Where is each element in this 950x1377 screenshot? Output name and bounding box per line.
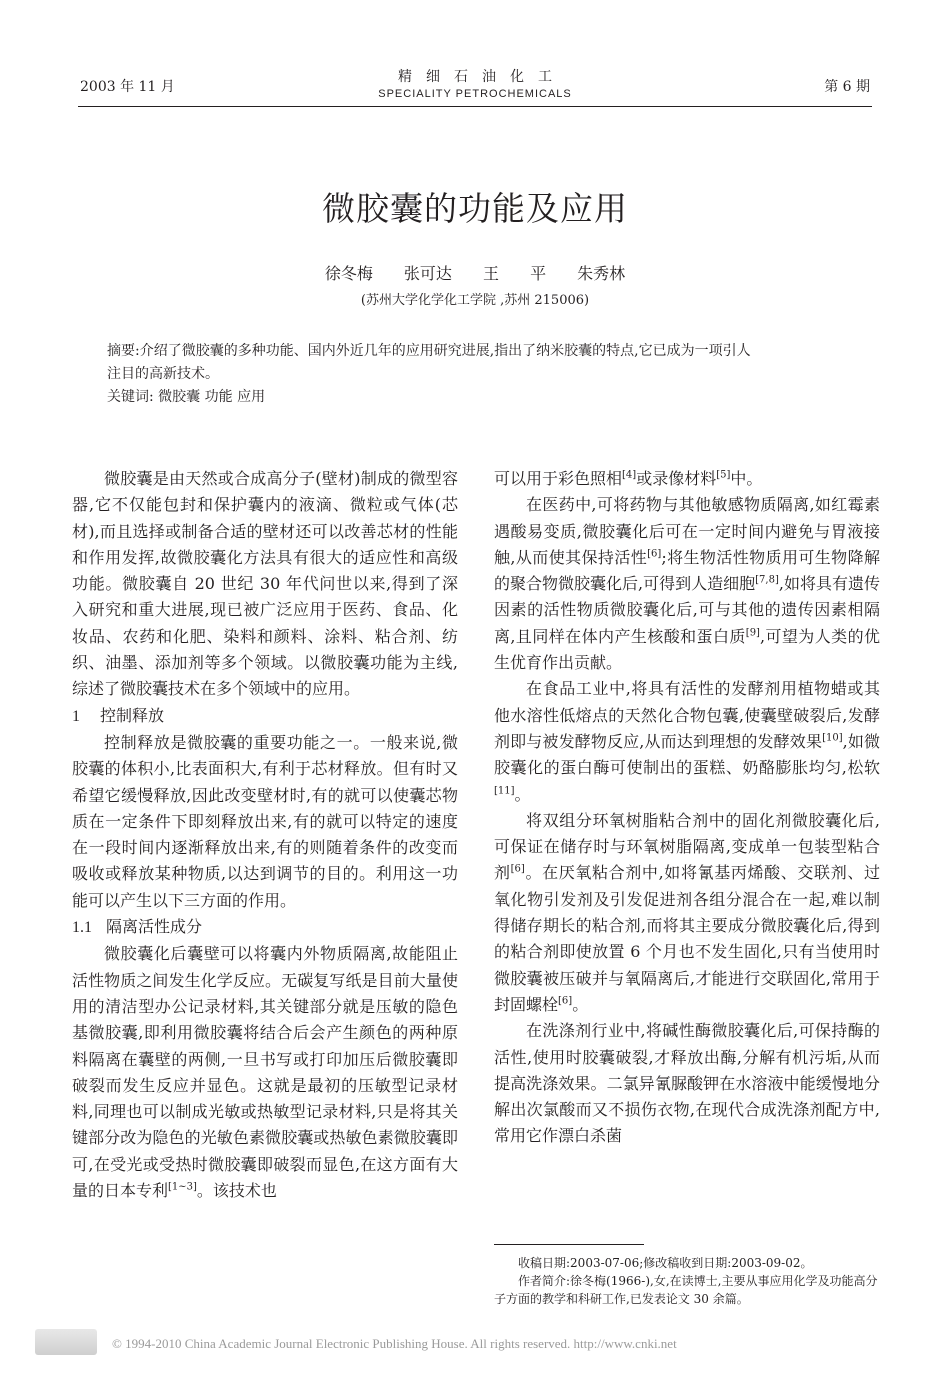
- subsection-heading: [72, 914, 458, 941]
- paragraph-text: 中。: [730, 469, 763, 488]
- citation: [6]: [558, 995, 573, 1007]
- paragraph-text: ,如将具有遗传因素的活性物质微胶囊化后,可与其他的遗传因素相隔离,且同样在体内产生核酸和蛋白质: [494, 574, 880, 646]
- paragraph: [494, 466, 880, 492]
- paragraph-text: 可以用于彩色照相: [494, 469, 623, 488]
- article-title: 微胶囊的功能及应用: [322, 189, 628, 228]
- citation: [5]: [716, 469, 731, 481]
- header-rule: [78, 106, 872, 107]
- paragraph-text: 将双组分环氧树脂粘合剂中的固化剂微胶囊化后,可保证在储存时与环氧树脂隔离,变成单一包装型粘合剂: [494, 810, 880, 883]
- paragraph: 控制释放是微胶囊的重要功能之一。一般来说,微胶囊的体积小,比表面积大,有利于芯材释放。但有时又希望它缓慢释放,因此改变壁材时,有的就可以使囊芯物质在一定条件下即刻释放出来,有的就可以特定的速度在一段时间内逐渐释放出来,有的则随着条件的改变而吸收或释放某种物质,以达到调节的目的。利用这一功能可以产生以下三方面的作用。: [72, 732, 458, 910]
- paragraph-text: 。: [514, 784, 531, 804]
- author-bio: 作者简介:徐冬梅(1966-),女,在读博士,主要从事应用化学及功能高分子方面的教学和科研工作,已发表论文 30 余篇。: [494, 1274, 878, 1306]
- copyright-bar: [0, 1325, 950, 1359]
- keywords: 关键词: 微胶囊 功能 应用: [107, 389, 266, 405]
- citation: [11]: [494, 785, 515, 797]
- left-column: [72, 466, 458, 1204]
- citation: [6]: [647, 548, 662, 560]
- paragraph-text: 。该技术也: [196, 1181, 277, 1201]
- citation: [9]: [745, 627, 760, 639]
- received-date: 收稿日期:2003-07-06;修改稿收到日期:2003-09-02。: [518, 1256, 813, 1270]
- paragraph: 微胶囊是由天然或合成高分子(壁材)制成的微型容器,它不仅能包封和保护囊内的液滴、微粒或气体(芯材),而且选择或制备合适的壁材还可以改善芯材的性能和作用发挥,故微胶囊化方法具有很大的适应性和高级功能。微胶囊自 20 世纪 30 年代问世以来,得到了深入研究和重大进展,现已被广泛应用于医药、食品、化妆品、农药和化肥、染料和颜料、涂料、粘合剂、纺织、油墨、添加剂等多个领域。以微胶囊功能为主线,综述了微胶囊技术在多个领域中的应用。: [72, 469, 458, 699]
- citation: [10]: [822, 732, 843, 744]
- subsection-title: 隔离活性成分: [106, 917, 203, 937]
- footnote: [494, 1254, 880, 1308]
- section-number: 1: [72, 707, 80, 725]
- abstract-line-1: 摘要:介绍了微胶囊的多种功能、国内外近几年的应用研究进展,指出了纳米胶囊的特点,它已成为一项引人: [107, 343, 751, 359]
- paragraph: [494, 808, 880, 1018]
- paragraph: [494, 492, 880, 676]
- citation: [4]: [622, 469, 637, 481]
- paragraph-text: 在食品工业中,将具有活性的发酵剂用植物蜡或其他水溶性低熔点的天然化合物包囊,使囊壁破裂后,发酵剂即与被发酵物反应,从而达到理想的发酵效果: [494, 679, 880, 751]
- authors: 徐冬梅 张可达 王 平 朱秀林: [324, 264, 626, 283]
- paragraph-text: 。在厌氧粘合剂中,如将氰基丙烯酸、交联剂、过氧化物引发剂及引发促进剂各组分混合在一起,难以制得储存期长的粘合剂,而将其主要成分微胶囊化后,得到的粘合剂即使放置 6 个月也不发生固化,只有当使用时微胶囊被压破并与氧隔离后,才能进行交联固化,常用于封固螺栓: [494, 863, 880, 1014]
- affiliation: (苏州大学化学化工学院 ,苏州 215006): [360, 293, 590, 308]
- journal-name-cn: 精细石油化工: [398, 69, 566, 85]
- abstract: [107, 340, 847, 409]
- paragraph-text: ,如微胶囊化的蛋白酶可使制出的蛋糕、奶酪膨胀均匀,松软: [494, 731, 880, 778]
- paragraph-text: 微胶囊化后囊壁可以将囊内外物质隔离,故能阻止活性物质之间发生化学反应。无碳复写纸是目前大量使用的清洁型办公记录材料,其关键部分就是压敏的隐色基微胶囊,即利用微胶囊将结合后会产生颜色的两种原料隔离在囊壁的两侧,一旦书写或打印加压后微胶囊即破裂而发生反应并显色。这就是最初的压敏型记录材料,同理也可以制成光敏或热敏型记录材料,只是将其关键部分改为隐色的光敏色素微胶囊或热敏色素微胶囊即可,在受光或受热时微胶囊即破裂而显色,在这方面有大量的日本专利: [72, 944, 458, 1201]
- paragraph-text: 或录像材料: [636, 469, 717, 488]
- paragraph: [494, 676, 880, 807]
- citation: [7,8]: [755, 574, 779, 586]
- journal-name-en: SPECIALITY PETROCHEMICALS: [378, 88, 572, 100]
- paragraph: 在洗涤剂行业中,将碱性酶微胶囊化后,可保持酶的活性,使用时胶囊破裂,才释放出酶,分解有机污垢,从而提高洗涤效果。二氯异氰脲酸钾在水溶液中能缓慢地分解出次氯酸而又不损伤衣物,在现代合成洗涤剂配方中,常用它作漂白杀菌: [494, 1021, 880, 1146]
- right-column: [494, 466, 880, 1150]
- copyright-text: © 1994-2010 China Academic Journal Electronic Publishing House. All rights reserved. http://www.cnki.net: [112, 1336, 677, 1351]
- paragraph-text: ;将生物活性物质用可生物降解的聚合物微胶囊化后,可得到人造细胞: [494, 547, 880, 594]
- paragraph-text: 。: [572, 994, 589, 1014]
- header-journal: [0, 66, 950, 100]
- section-title: 控制释放: [100, 705, 165, 725]
- paragraph: [72, 941, 458, 1204]
- abstract-line-2: 注目的高新技术。: [107, 366, 219, 382]
- section-heading: [72, 703, 458, 730]
- header-issue: 第 6 期: [824, 79, 870, 95]
- subsection-number: 1.1: [72, 919, 92, 937]
- citation: [1~3]: [168, 1181, 197, 1193]
- paragraph-text: 在医药中,可将药物与其他敏感物质隔离,如红霉素遇酸易变质,微胶囊化后可在一定时间内避免与胃液接触,从而使其保持活性: [494, 495, 880, 567]
- cnki-logo-icon: [35, 1329, 97, 1355]
- paragraph-text: ,可望为人类的优生优育作出贡献。: [494, 626, 880, 673]
- header-date: 2003 年 11 月: [80, 79, 175, 95]
- citation: [6]: [510, 864, 525, 876]
- footnote-rule: [494, 1244, 644, 1245]
